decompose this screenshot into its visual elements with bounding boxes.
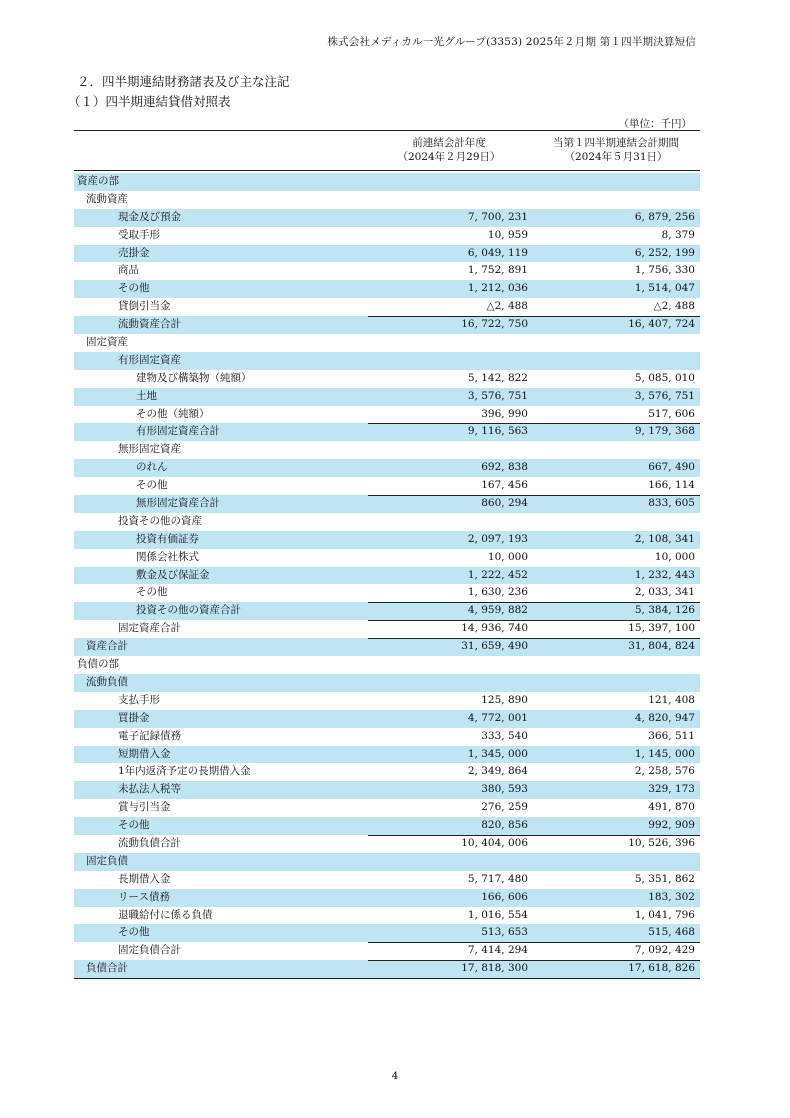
row-label: 投資その他の資産合計 [136, 604, 241, 617]
row-label: のれん [136, 461, 168, 474]
current-quarter-value: 667, 490 [648, 461, 695, 474]
current-quarter-value: 10, 000 [654, 550, 695, 563]
current-quarter-value: 2, 108, 341 [634, 532, 695, 545]
prior-year-value: 380, 593 [481, 783, 528, 796]
section-title: ２．四半期連結財務諸表及び主な注記 [77, 74, 290, 89]
table-row [74, 495, 700, 513]
prior-year-value: 125, 890 [481, 693, 528, 706]
current-quarter-value: 6, 879, 256 [634, 210, 695, 223]
row-label: 長期借入金 [118, 872, 171, 885]
row-label: 資産の部 [77, 175, 119, 187]
table-row [74, 280, 700, 298]
row-label: その他 [136, 479, 168, 492]
row-label: 現金及び預金 [118, 210, 181, 223]
table-row [74, 513, 700, 531]
current-quarter-value: 121, 408 [648, 693, 695, 706]
table-row [74, 441, 700, 459]
row-label: その他 [118, 819, 150, 832]
row-label: 商品 [118, 264, 139, 277]
row-label: 土地 [136, 389, 157, 402]
row-label: 支払手形 [118, 693, 160, 706]
prior-year-value: 5, 717, 480 [467, 872, 528, 885]
prior-year-value: 1, 016, 554 [467, 908, 528, 921]
table-row [74, 173, 700, 191]
table-row [74, 531, 700, 549]
table-row [74, 692, 700, 710]
page-number: 4 [391, 1070, 399, 1082]
table-row [74, 334, 700, 352]
table-row [74, 889, 700, 907]
row-label: 受取手形 [118, 228, 160, 241]
row-label: その他 [118, 926, 150, 939]
current-quarter-value: 5, 085, 010 [634, 371, 695, 384]
column-header-prior-year-date: （2024年２月29日） [397, 151, 501, 163]
row-label: 短期借入金 [118, 747, 171, 760]
current-quarter-value: 4, 820, 947 [634, 711, 695, 724]
current-quarter-value: 166, 114 [648, 479, 695, 492]
row-label: 負債の部 [77, 658, 119, 671]
row-label: 投資有価証券 [136, 532, 199, 545]
column-header-current-quarter [532, 136, 700, 164]
column-header-prior-year [366, 136, 532, 164]
current-quarter-value: 833, 605 [648, 497, 695, 510]
prior-year-value: 10, 959 [487, 228, 528, 241]
current-quarter-value: 5, 384, 126 [634, 604, 695, 617]
table-row [74, 549, 700, 567]
table-row [74, 763, 700, 781]
current-quarter-value: 1, 232, 443 [634, 568, 695, 581]
prior-year-value: 7, 700, 231 [467, 210, 528, 223]
row-label: 有形固定資産合計 [136, 425, 220, 438]
prior-year-value: 7, 414, 294 [467, 944, 528, 957]
table-row [74, 746, 700, 764]
row-label: その他 [118, 282, 150, 295]
table-header-rule [74, 170, 700, 171]
row-label: 1年内返済予定の長期借入金 [118, 765, 251, 778]
prior-year-value: 860, 294 [481, 497, 528, 510]
row-label: 無形固定資産 [118, 443, 181, 456]
prior-year-value: 333, 540 [481, 729, 528, 742]
row-label: 有形固定資産 [118, 353, 181, 366]
table-row [74, 907, 700, 925]
prior-year-value: 1, 630, 236 [467, 586, 528, 599]
document-header: 株式会社メディカル一光グループ(3353) 2025年２月期 第１四半期決算短信 [327, 36, 696, 48]
row-label: 流動資産合計 [118, 318, 181, 331]
table-row [74, 567, 700, 585]
row-label: 負債合計 [86, 962, 128, 975]
prior-year-value: 3, 576, 751 [467, 389, 528, 402]
prior-year-value: 16, 722, 750 [461, 318, 528, 331]
balance-sheet-table [74, 173, 700, 978]
table-row [74, 853, 700, 871]
prior-year-value: 6, 049, 119 [467, 246, 528, 259]
current-quarter-value: 17, 618, 826 [628, 962, 695, 975]
prior-year-value: 692, 838 [481, 461, 528, 474]
prior-year-value: △2, 488 [486, 300, 528, 313]
table-row [74, 602, 700, 620]
unit-label: （単位：千円） [618, 118, 692, 130]
row-label: 敷金及び保証金 [136, 568, 210, 581]
table-row [74, 370, 700, 388]
row-label: 貸倒引当金 [118, 300, 171, 313]
row-label: 固定負債合計 [118, 944, 181, 957]
table-row [74, 620, 700, 638]
row-label: 買掛金 [118, 711, 150, 724]
table-row [74, 352, 700, 370]
row-label: 流動資産 [86, 192, 128, 205]
current-quarter-value: 992, 909 [648, 819, 695, 832]
row-label: 固定資産合計 [118, 622, 181, 635]
prior-year-value: 9, 116, 563 [467, 425, 528, 438]
current-quarter-value: 517, 606 [648, 407, 695, 420]
current-quarter-value: 3, 576, 751 [634, 389, 695, 402]
prior-year-value: 17, 818, 300 [461, 962, 528, 975]
table-row [74, 423, 700, 441]
row-label: 固定負債 [86, 854, 128, 867]
row-label: 固定資産 [86, 336, 128, 349]
current-quarter-value: 9, 179, 368 [634, 425, 695, 438]
prior-year-value: 5, 142, 822 [467, 371, 528, 384]
prior-year-value: 513, 653 [481, 926, 528, 939]
table-top-rule [74, 130, 700, 131]
table-row [74, 406, 700, 424]
table-row [74, 584, 700, 602]
table-row [74, 459, 700, 477]
prior-year-value: 31, 659, 490 [461, 640, 528, 653]
current-quarter-value: 5, 351, 862 [634, 872, 695, 885]
table-row [74, 191, 700, 209]
current-quarter-value: 6, 252, 199 [634, 246, 695, 259]
current-quarter-value: 183, 302 [648, 890, 695, 903]
current-quarter-value: 31, 804, 824 [628, 640, 695, 653]
current-quarter-value: 491, 870 [648, 801, 695, 814]
row-label: 未払法人税等 [118, 783, 181, 796]
table-row [74, 799, 700, 817]
table-row [74, 245, 700, 263]
row-label: 流動負債合計 [118, 836, 181, 849]
current-quarter-value: 16, 407, 724 [628, 318, 695, 331]
prior-year-value: 14, 936, 740 [461, 622, 528, 635]
row-label: 電子記録債務 [118, 729, 181, 742]
current-quarter-value: 15, 397, 100 [628, 622, 695, 635]
current-quarter-value: 1, 145, 000 [634, 747, 695, 760]
prior-year-value: 1, 345, 000 [467, 747, 528, 760]
row-label: 退職給付に係る負債 [118, 908, 213, 921]
row-label: 流動負債 [86, 675, 128, 688]
current-quarter-value: 515, 468 [648, 926, 695, 939]
table-row [74, 674, 700, 692]
row-label: その他 [136, 586, 168, 599]
table-row [74, 710, 700, 728]
column-header-current-quarter-date: （2024年５月31日） [564, 151, 668, 163]
prior-year-value: 10, 404, 006 [461, 836, 528, 849]
table-row [74, 924, 700, 942]
row-label: 無形固定資産合計 [136, 497, 220, 510]
table-row [74, 871, 700, 889]
current-quarter-value: 1, 514, 047 [634, 282, 695, 295]
table-row [74, 656, 700, 674]
current-quarter-value: △2, 488 [653, 300, 695, 313]
prior-year-value: 4, 959, 882 [467, 604, 528, 617]
table-row [74, 960, 700, 978]
table-row [74, 209, 700, 227]
prior-year-value: 1, 212, 036 [467, 282, 528, 295]
column-header-current-quarter-title: 当第１四半期連結会計期間 [553, 137, 679, 149]
table-row [74, 477, 700, 495]
table-bottom-rule [74, 978, 700, 979]
current-quarter-value: 2, 033, 341 [634, 586, 695, 599]
prior-year-value: 276, 259 [481, 801, 528, 814]
prior-year-value: 166, 606 [481, 890, 528, 903]
table-row [74, 227, 700, 245]
column-header-prior-year-title: 前連結会計年度 [412, 137, 486, 149]
row-label: 売掛金 [118, 246, 150, 259]
current-quarter-value: 8, 379 [661, 228, 695, 241]
current-quarter-value: 7, 092, 429 [634, 944, 695, 957]
current-quarter-value: 329, 173 [648, 783, 695, 796]
table-row [74, 316, 700, 334]
prior-year-value: 396, 990 [481, 407, 528, 420]
table-row [74, 817, 700, 835]
table-title: （１）四半期連結貸借対照表 [68, 94, 231, 109]
current-quarter-value: 1, 041, 796 [634, 908, 695, 921]
table-row [74, 942, 700, 960]
current-quarter-value: 366, 511 [648, 729, 695, 742]
row-label: 投資その他の資産 [118, 514, 202, 527]
table-row [74, 638, 700, 656]
prior-year-value: 4, 772, 001 [467, 711, 528, 724]
current-quarter-value: 1, 756, 330 [634, 264, 695, 277]
table-row [74, 728, 700, 746]
table-row [74, 262, 700, 280]
current-quarter-value: 10, 526, 396 [628, 836, 695, 849]
table-row [74, 781, 700, 799]
current-quarter-value: 2, 258, 576 [634, 765, 695, 778]
prior-year-value: 2, 097, 193 [467, 532, 528, 545]
row-label: 賞与引当金 [118, 801, 171, 814]
prior-year-value: 2, 349, 864 [467, 765, 528, 778]
row-label: その他（純額） [136, 407, 210, 420]
prior-year-value: 167, 456 [481, 479, 528, 492]
row-label: 建物及び構築物（純額） [136, 371, 252, 384]
prior-year-value: 820, 856 [481, 819, 528, 832]
prior-year-value: 1, 752, 891 [467, 264, 528, 277]
row-label: 資産合計 [86, 640, 128, 653]
prior-year-value: 10, 000 [487, 550, 528, 563]
table-row [74, 298, 700, 316]
table-row [74, 835, 700, 853]
table-row [74, 388, 700, 406]
row-label: 関係会社株式 [136, 550, 199, 563]
row-label: リース債務 [118, 890, 170, 903]
prior-year-value: 1, 222, 452 [467, 568, 528, 581]
